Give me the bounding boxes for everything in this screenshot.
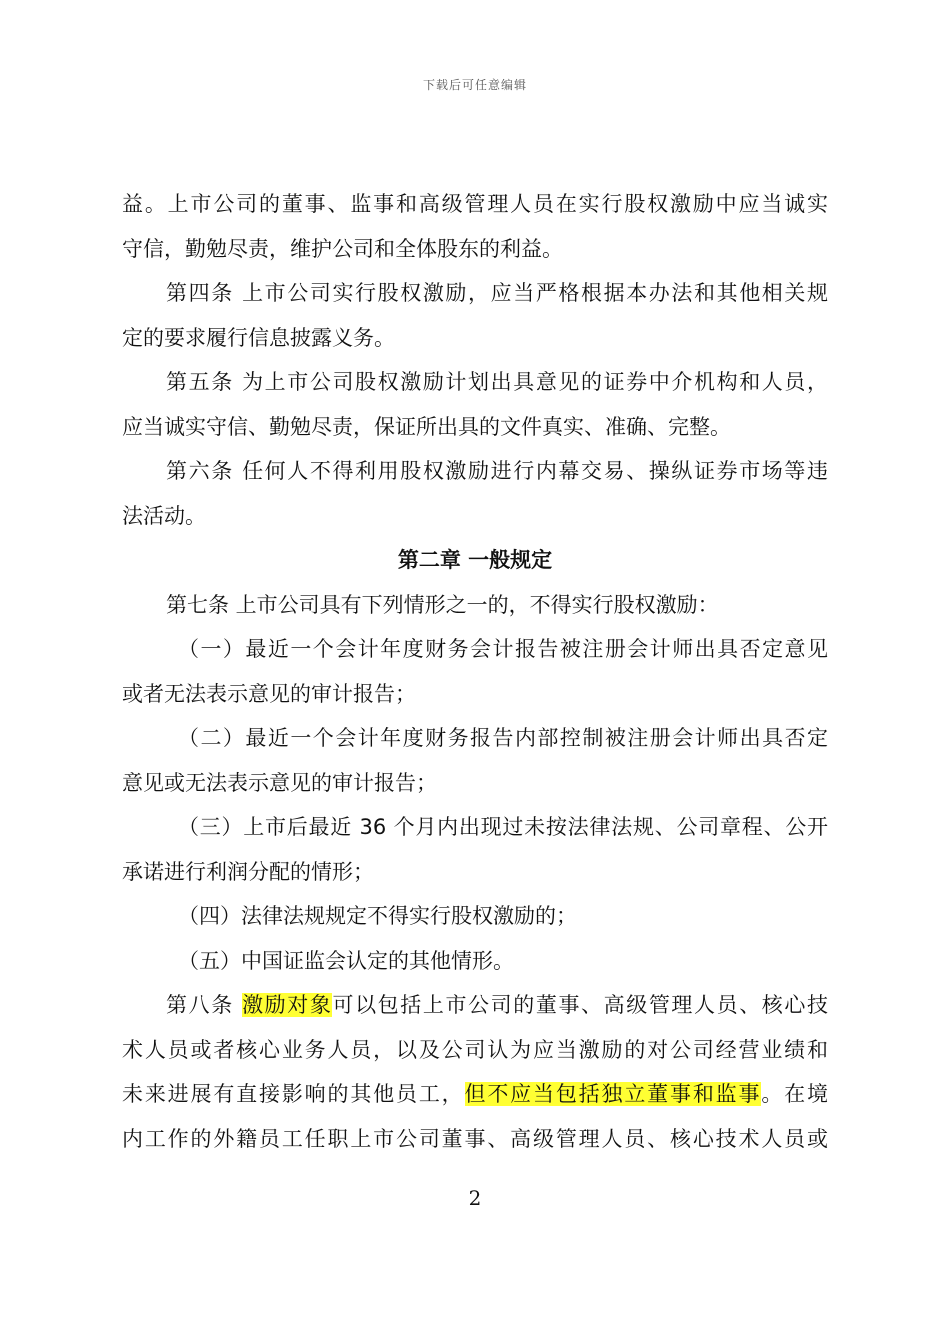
page-number: 2 [468, 1186, 482, 1210]
paragraph-line: 术人员或者核心业务人员，以及公司认为应当激励的对公司经营业绩和 [122, 1037, 828, 1062]
paragraph-line: 益。上市公司的董事、监事和高级管理人员在实行股权激励中应当诚实 [122, 192, 828, 216]
article-8-line [122, 983, 828, 1028]
list-item-line: （二）最近一个会计年度财务报告内部控制被注册会计师出具否定 [178, 726, 828, 750]
list-item-line: （三）上市后最近 36 个月内出现过未按法律法规、公司章程、公开 [178, 815, 828, 839]
paragraph-line: 守信，勤勉尽责，维护公司和全体股东的利益。 [122, 236, 563, 261]
paragraph-line: 定的要求履行信息披露义务。 [122, 325, 395, 350]
paragraph-line: 法活动。 [122, 503, 206, 528]
list-item-line: （一）最近一个会计年度财务会计报告被注册会计师出具否定意见 [178, 637, 828, 661]
list-item-line: （五）中国证监会认定的其他情形。 [178, 948, 514, 973]
article-8-text: 可以包括上市公司的董事、高级管理人员、核心技 [332, 993, 829, 1017]
article-7-line: 第七条 上市公司具有下列情形之一的，不得实行股权激励： [166, 592, 719, 617]
highlighted-text: 但不应当包括独立董事和监事 [464, 1082, 762, 1106]
document-body [122, 182, 828, 1161]
paragraph-line: 意见或无法表示意见的审计报告； [122, 770, 437, 795]
article-5-line: 第五条 为上市公司股权激励计划出具意见的证券中介机构和人员， [166, 370, 828, 394]
paragraph-line: 应当诚实守信、勤勉尽责，保证所出具的文件真实、准确、完整。 [122, 414, 731, 439]
highlighted-text: 激励对象 [242, 993, 333, 1017]
article-8-prefix: 第八条 [166, 993, 243, 1017]
paragraph-line: 内工作的外籍员工任职上市公司董事、高级管理人员、核心技术人员或 [122, 1126, 828, 1151]
article-6-line: 第六条 任何人不得利用股权激励进行内幕交易、操纵证券市场等违 [166, 459, 828, 483]
list-item-line: （四）法律法规规定不得实行股权激励的； [178, 904, 577, 928]
chapter-heading: 第二章 一般规定 [397, 548, 553, 572]
article-4-line: 第四条 上市公司实行股权激励，应当严格根据本办法和其他相关规 [166, 281, 828, 305]
article-8-text: 未来进展有直接影响的其他员工， [122, 1082, 465, 1106]
paragraph-line [122, 1072, 828, 1117]
article-8-text: 。在境 [761, 1082, 829, 1106]
paragraph-line: 或者无法表示意见的审计报告； [122, 681, 416, 706]
page-header: 下载后可任意编辑 [422, 78, 527, 92]
paragraph-line: 承诺进行利润分配的情形； [122, 859, 374, 884]
